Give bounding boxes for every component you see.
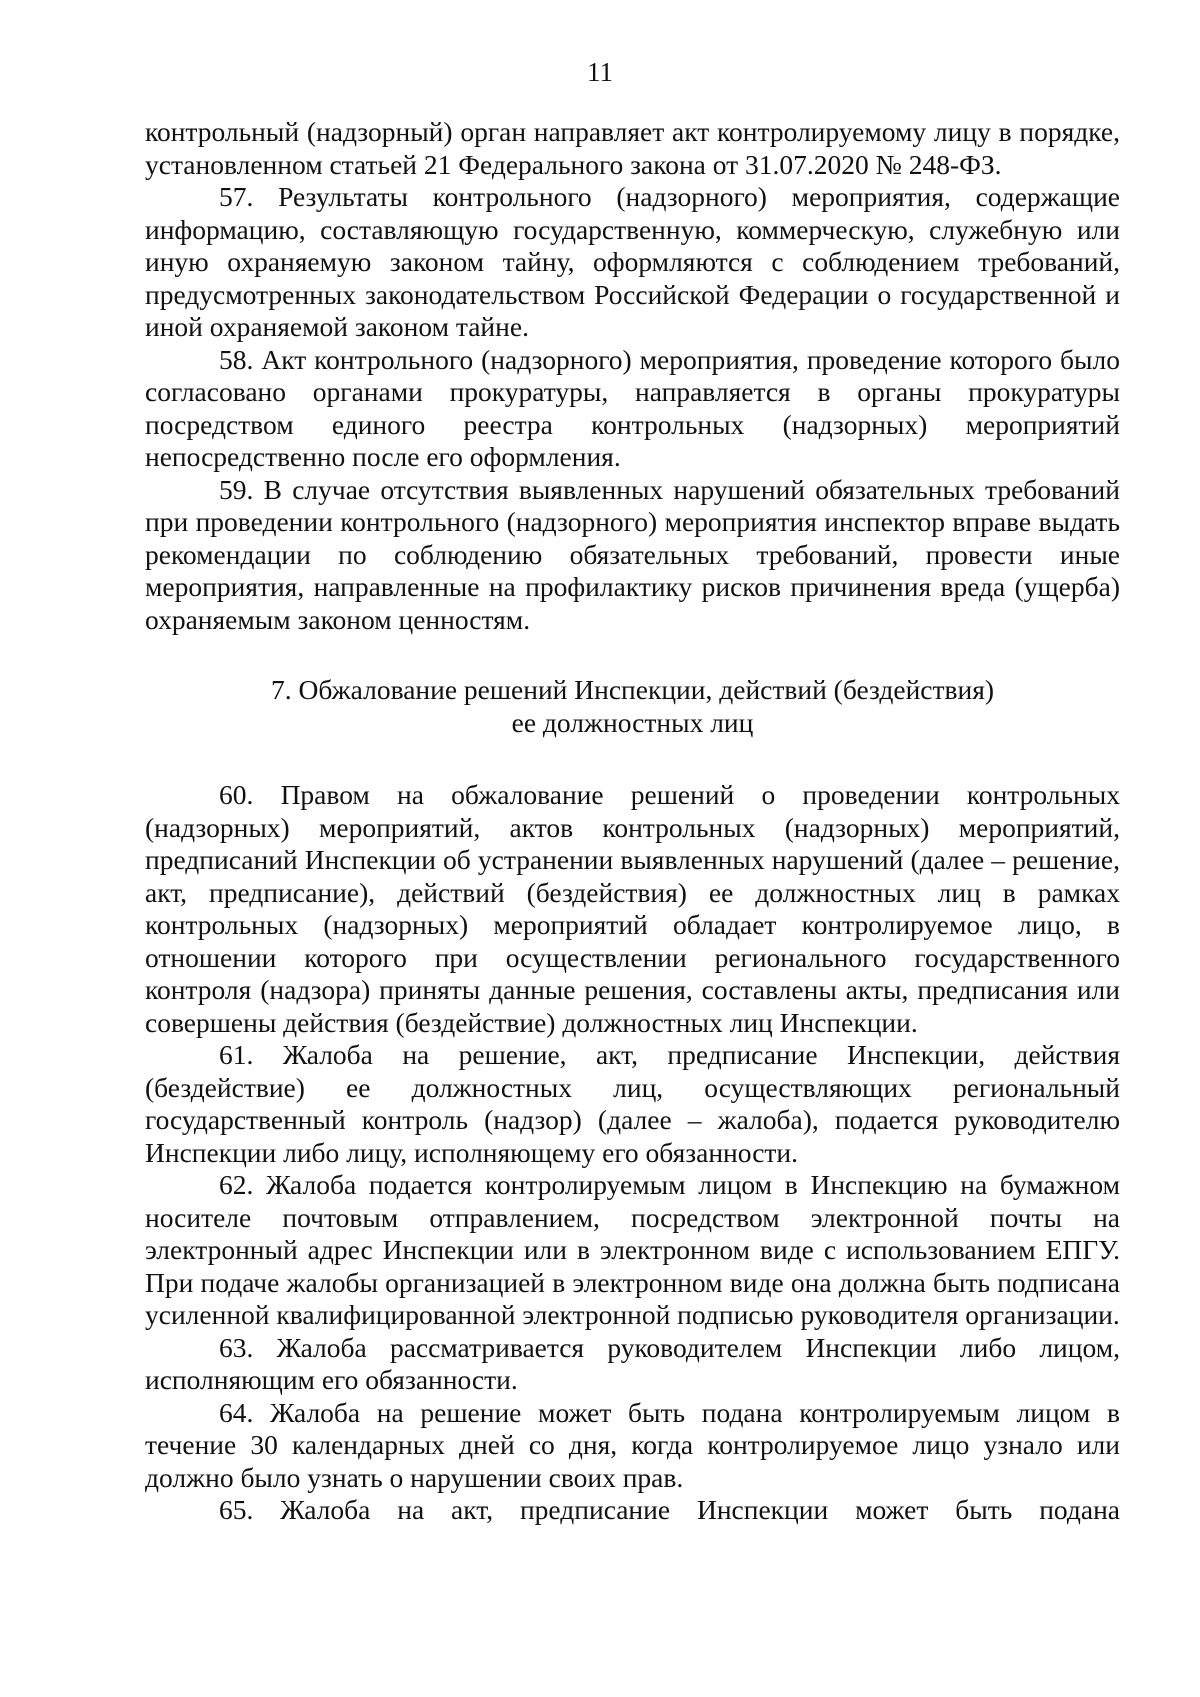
- section-heading-line-2: ее должностных лиц: [511, 707, 754, 738]
- paragraph-63: 63. Жалоба рассматривается руководителем Инспекции либо лицом, исполняющим его обязанности.: [145, 1331, 1120, 1395]
- paragraph-65: 65. Жалоба на акт, предписание Инспекции может быть подана: [219, 1494, 1120, 1525]
- paragraph-58: 58. Акт контрольного (надзорного) мероприятия, проведение которого было согласовано органами прокуратуры, направляется в органы прокуратуры посредством единого реестра контрольных (надзорных) мероприятий непосредственно после его оформления.: [145, 343, 1120, 472]
- paragraph-64: 64. Жалоба на решение может быть подана контролируемым лицом в течение 30 календарных дней со дня, когда контролируемое лицо узнало или должно было узнать о нарушении своих прав.: [145, 1396, 1120, 1493]
- paragraph-57: 57. Результаты контрольного (надзорного) мероприятия, содержащие информацию, составляющую государственную, коммерческую, служебную или иную охраняемую законом тайну, оформляются с соблюдением требований, предусмотренных законодательством Российской Федерации о государственной и иной охраняемой законом тайне.: [145, 181, 1120, 342]
- paragraph-59: 59. В случае отсутствия выявленных нарушений обязательных требований при проведении контрольного (надзорного) мероприятия инспектор вправе выдать рекомендации по соблюдению обязательных требований, провести иные мероприятия, направленные на профилактику рисков причинения вреда (ущерба) охраняемым законом ценностям.: [145, 473, 1120, 635]
- paragraph-62: 62. Жалоба подается контролируемым лицом в Инспекцию на бумажном носителе почтовым отправлением, посредством электронной почты на электронный адрес Инспекции или в электронном виде с использованием ЕПГУ. При подаче жалобы организацией в электронном виде она должна быть подписана усиленной квалифицированной электронной подписью руководителя организации.: [145, 1169, 1120, 1330]
- paragraph-60: 60. Правом на обжалование решений о проведении контрольных (надзорных) мероприятий, актов контрольных (надзорных) мероприятий, предписаний Инспекции об устранении выявленных нарушений (далее – решение, акт, предписание), действий (бездействия) ее должностных лиц в рамках контрольных (надзорных) мероприятий обладает контролируемое лицо, в отношении которого при осуществлении регионального государственного контроля (надзора) приняты данные решения, составлены акты, предписания или совершены действия (бездействие) должностных лиц Инспекции.: [145, 779, 1120, 1038]
- page-number: 11: [587, 57, 613, 87]
- document-body: [145, 116, 1120, 1527]
- section-heading: [145, 673, 1120, 739]
- paragraph-continuation: контрольный (надзорный) орган направляет акт контролируемому лицу в порядке, установленном статьей 21 Федерального закона от 31.07.2020 № 248-ФЗ.: [145, 116, 1120, 180]
- paragraph-61: 61. Жалоба на решение, акт, предписание Инспекции, действия (бездействие) ее должностных лиц, осуществляющих региональный государственный контроль (надзор) (далее – жалоба), подается руководителю Инспекции либо лицу, исполняющему его обязанности.: [145, 1039, 1120, 1168]
- section-heading-line-1: 7. Обжалование решений Инспекции, действий (бездействия): [270, 674, 995, 705]
